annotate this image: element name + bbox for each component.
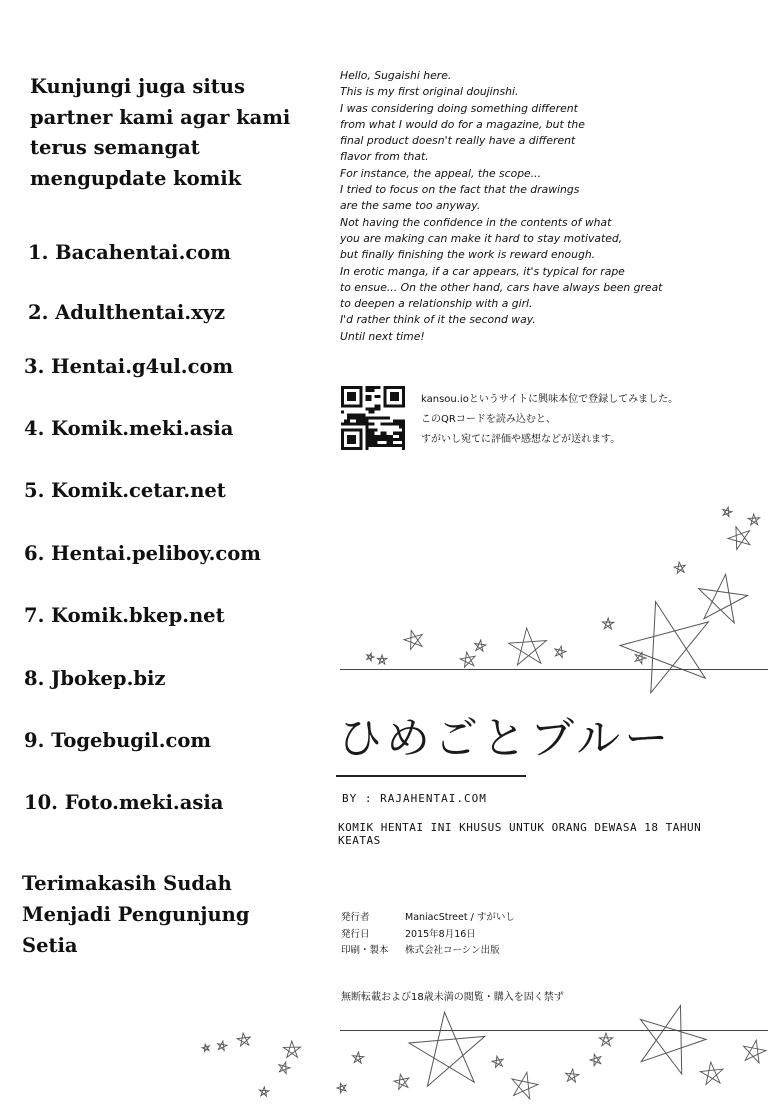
star-shape: [512, 1072, 538, 1099]
thanks-line: Terimakasih Sudah: [22, 872, 232, 895]
star-shape: [602, 618, 613, 629]
afterword-line: to ensue... On the other hand, cars have always been great: [340, 280, 663, 294]
colophon-value: 株式会社コーシン出版: [405, 945, 500, 956]
star-shape: [377, 655, 387, 664]
afterword-line: Hello, Sugaishi here.: [340, 69, 452, 82]
star-shape: [555, 646, 566, 657]
partner-link-8[interactable]: 8. Jbokep.biz: [24, 667, 166, 690]
qr-code-icon[interactable]: [341, 386, 405, 450]
partner-link-3[interactable]: 3. Hentai.g4ul.com: [24, 355, 234, 378]
star-shape: [728, 527, 750, 550]
book-title: ひめごとブルー: [338, 713, 673, 764]
intro-line: terus semangat: [30, 136, 200, 159]
star-shape: [218, 1041, 227, 1050]
star-shape: [723, 507, 732, 516]
afterword-line: but finally finishing the work is reward enough.: [340, 248, 596, 262]
scanlation-credit: BY : RAJAHENTAI.COM: [342, 792, 487, 805]
star-shape: [590, 1054, 601, 1065]
star-shape: [237, 1033, 250, 1046]
star-shape: [404, 630, 422, 649]
partner-link-2[interactable]: 2. Adulthentai.xyz: [28, 301, 226, 324]
colophon: [341, 910, 515, 960]
colophon-label: 発行者: [341, 912, 370, 923]
qr-caption: [421, 390, 678, 450]
afterword-line: This is my first original doujinshi.: [340, 85, 519, 99]
colophon-label: 印刷・製本: [341, 945, 389, 956]
colophon-label: 発行日: [341, 928, 370, 940]
star-shape: [620, 602, 708, 693]
partner-link-9[interactable]: 9. Togebugil.com: [24, 729, 212, 752]
qr-caption-line: kansou.ioというサイトに興味本位で登録してみました。: [421, 394, 679, 405]
star-shape: [492, 1056, 503, 1067]
star-shape: [599, 1033, 612, 1046]
prohibition-notice: 無断転載および18歳未満の閲覧・購入を固く禁ず: [341, 992, 564, 1003]
colophon-value: ManiacStreet / すがいし: [405, 912, 515, 923]
partner-link-4[interactable]: 4. Komik.meki.asia: [24, 417, 234, 440]
intro-line: partner kami agar kami: [30, 105, 291, 129]
partner-link-6[interactable]: 6. Hentai.peliboy.com: [24, 542, 261, 565]
thanks-line: Menjadi Pengunjung: [22, 903, 250, 926]
star-shape: [409, 1012, 485, 1086]
qr-caption-line: すがいし宛てに評価や感想などが送れます。: [421, 434, 621, 445]
partner-link-1[interactable]: 1. Bacahentai.com: [28, 241, 231, 264]
afterword-line: I was considering doing something different: [340, 101, 578, 115]
afterword-note: [340, 68, 740, 345]
afterword-line: final product doesn't really have a different: [340, 134, 576, 148]
afterword-line: to deepen a relationship with a girl.: [340, 297, 533, 311]
star-shape: [394, 1074, 409, 1089]
afterword-line: flavor from that.: [340, 150, 429, 164]
colophon-row: [341, 927, 515, 944]
partner-link-5[interactable]: 5. Komik.cetar.net: [24, 479, 226, 502]
intro-line: Kunjungi juga situs: [30, 75, 245, 98]
star-shape: [353, 1052, 364, 1063]
age-warning: KOMIK HENTAI INI KHUSUS UNTUK ORANG DEWASA 18 TAHUN KEATAS: [338, 821, 702, 847]
promo-intro: [30, 72, 310, 194]
title-underline: [336, 775, 526, 777]
colophon-row: [341, 910, 515, 927]
afterword-line: In erotic manga, if a car appears, it's typical for rape: [340, 264, 625, 278]
star-shape: [460, 652, 475, 667]
afterword-line: from what I would do for a magazine, but the: [340, 117, 585, 131]
afterword-line: Not having the confidence in the contents of what: [340, 215, 612, 229]
afterword-line: Until next time!: [340, 329, 425, 343]
afterword-line: I'd rather think of it the second way.: [340, 313, 536, 327]
afterword-line: For instance, the appeal, the scope...: [340, 166, 541, 180]
star-shape: [509, 628, 547, 665]
thanks-message: [22, 868, 302, 961]
afterword-line: are the same too anyway.: [340, 199, 481, 213]
partner-link-10[interactable]: 10. Foto.meki.asia: [24, 791, 224, 814]
star-shape: [674, 562, 685, 573]
divider-line: [340, 669, 768, 670]
afterword-line: you are making can make it hard to stay motivated,: [340, 231, 623, 245]
star-shape: [641, 1006, 707, 1074]
star-shape: [700, 1062, 723, 1084]
afterword-line: I tried to focus on the fact that the drawings: [340, 183, 580, 197]
star-shape: [748, 514, 759, 525]
star-shape: [635, 652, 646, 663]
star-shape: [367, 653, 374, 661]
star-shape: [744, 1040, 766, 1063]
footer-divider: [340, 1030, 768, 1031]
qr-caption-line: このQRコードを読み込むと、: [421, 414, 556, 425]
star-shape: [566, 1069, 579, 1082]
star-shape: [337, 1083, 346, 1093]
partner-link-7[interactable]: 7. Komik.bkep.net: [24, 604, 225, 627]
star-shape: [699, 574, 748, 623]
star-shape: [279, 1062, 290, 1073]
star-shape: [475, 640, 486, 651]
thanks-line: Setia: [22, 934, 78, 957]
intro-line: mengupdate komik: [30, 166, 242, 190]
colophon-value: 2015年8月16日: [405, 928, 476, 940]
colophon-row: [341, 943, 515, 960]
star-shape: [259, 1087, 269, 1096]
star-shape: [202, 1044, 209, 1052]
star-shape: [283, 1041, 300, 1057]
